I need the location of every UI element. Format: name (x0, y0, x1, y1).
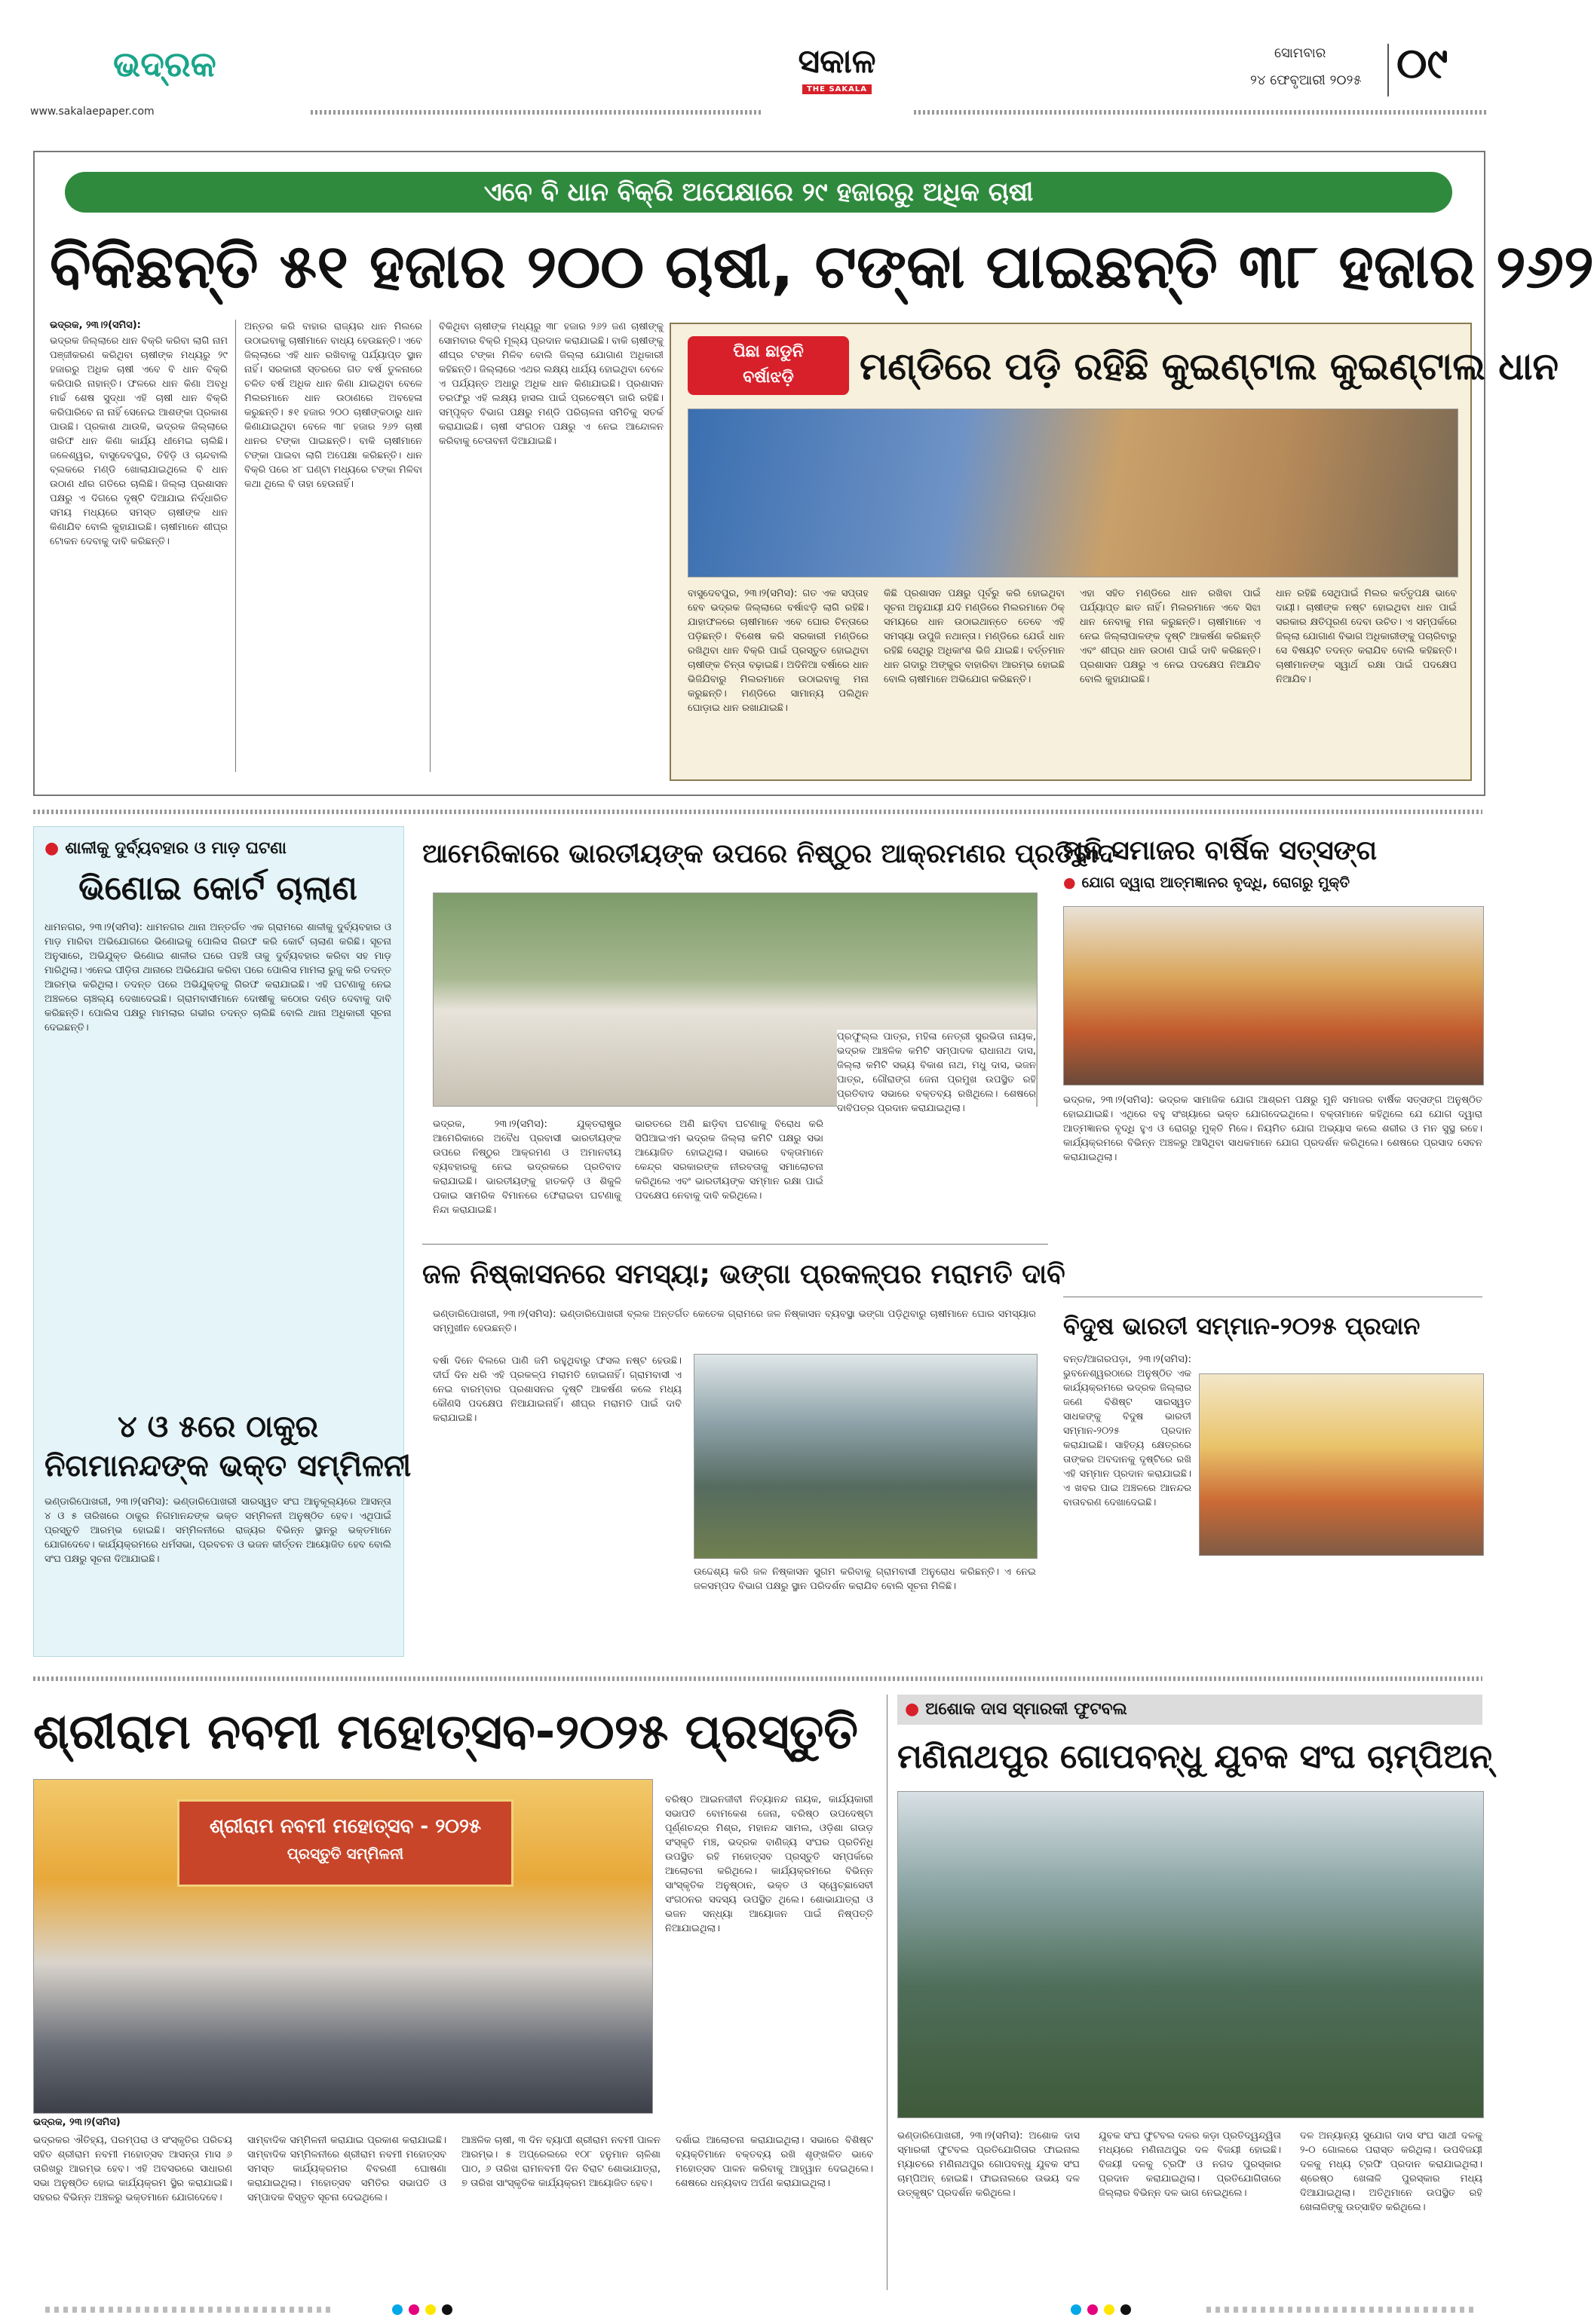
top-story-text-3: ବିକିଥିବା ଚାଷୀଙ୍କ ମଧ୍ୟରୁ ୩୮ ହଜାର ୨୬୨ ଜଣ ଚାଷୀଙ୍କୁ ସୋମବାର ବିକ୍ରି ମୂଲ୍ୟ ପ୍ରଦାନ କରାଯାଇଛି। ବାକି ଚାଷୀଙ୍କୁ ଶୀଘ୍ର ଟଙ୍କା ମିଳିବ ବୋଲି ଜିଲ୍ଲା ଯୋଗାଣ ଅଧିକାରୀ କହିଛନ୍ତି। ଜିଲ୍ଲାରେ ଏଥର ଲକ୍ଷ୍ୟ ଧାର୍ଯ୍ୟ ହୋଇଥିବା ବେଳେ ଏ ପର୍ଯ୍ୟନ୍ତ ଅଧାରୁ ଅଧିକ ଧାନ କିଣାଯାଇଛି। ପ୍ରଶାସନ ତରଫରୁ ଏହି ଲକ୍ଷ୍ୟ ହାସଲ ପାଇଁ ପ୍ରଚେଷ୍ଟା ଜାରି ରହିଛି। ସମ୍ପୃକ୍ତ ବିଭାଗ ପକ୍ଷରୁ ମଣ୍ଡି ପରିଚାଳନା ସମିତିକୁ ସତର୍କ କରାଯାଇଛି। ଚାଷୀ ସଂଗଠନ ପକ୍ଷରୁ ଏ ନେଇ ଆନ୍ଦୋଳନ କରିବାକୁ ଚେତାବନୀ ଦିଆଯାଇଛି। (439, 321, 664, 447)
football-text-3: ଦଳ ଅନ୍ୟାନ୍ୟ ସୁଯୋଗ ଦାସ ସଂଘ ସାଥୀ ଦଳକୁ ୨-୦ ଗୋଲରେ ପରାସ୍ତ କରିଥିଲା। ଉପବିଜୟୀ ଦଳକୁ ମଧ୍ୟ ଟ୍ରଫି ପ୍ରଦାନ କରାଯାଇଥିଲା। ଶ୍ରେଷ୍ଠ ଖେଳାଳି ପୁରସ୍କାର ମଧ୍ୟ ଦିଆଯାଇଥିଲା। ଅତିଥିମାନେ ଉପସ୍ଥିତ ରହି ଖେଳାଳିଙ୍କୁ ଉତ୍ସାହିତ କରିଥିଲେ। (1300, 2130, 1482, 2213)
ramnavami-text-1: ଭଦ୍ରକର ଐତିହ୍ୟ, ପରମ୍ପରା ଓ ସଂସ୍କୃତିର ପରିଚୟ ସହିତ ଶ୍ରୀରାମ ନବମୀ ମହୋତ୍ସବ ଆସନ୍ତା ମାସ ୬ ତାରିଖରୁ ଆରମ୍ଭ ହେବ। ଏହି ଅବସରରେ ସାଧାରଣ ସଭା ଅନୁଷ୍ଠିତ ହୋଇ କାର୍ଯ୍ୟକ୍ରମ ସ୍ଥିର କରାଯାଇଛି। ସହରର ବିଭିନ୍ନ ଅଞ୍ଚଳରୁ ଭକ୍ତମାନେ ଯୋଗଦେବେ। (33, 2135, 232, 2203)
top-story-kicker: ଏବେ ବି ଧାନ ବିକ୍ରି ଅପେକ୍ଷାରେ ୨୯ ହଜାରରୁ ଅଧିକ ଚାଷୀ (483, 177, 1034, 207)
cmyk-dots-left (392, 2304, 498, 2316)
thakur-headline-line-1: ୪ ଓ ୫ରେ ଠାକୁର (118, 1410, 318, 1444)
bidusha-story-headline: ବିଦୁଷ ଭାରତୀ ସମ୍ମାନ-୨୦୨୫ ପ୍ରଦାନ (1063, 1312, 1421, 1340)
football-photo (897, 1791, 1484, 2118)
ramnavami-text-right: ବରିଷ୍ଠ ଆଇନଜୀବୀ ନିତ୍ୟାନନ୍ଦ ନାୟକ, କାର୍ଯ୍ୟକାରୀ ସଭାପତି ବୋମକେଶ ଜେନା, ବରିଷ୍ଠ ଉପଦେଷ୍ଟା ପୂର୍ଣ୍ଣଚନ୍ଦ୍ର ମିଶ୍ର, ମହାନନ୍ଦ ସାମଲ, ଓଡ଼ିଶା ଗଉଡ଼ ସଂସ୍କୃତି ମଞ୍ଚ, ଭଦ୍ରକ ବାଣିଜ୍ୟ ସଂଘର ପ୍ରତିନିଧି ଉପସ୍ଥିତ ରହି ମହୋତ୍ସବ ପ୍ରସ୍ତୁତି ସମ୍ପର୍କରେ ଆଲୋଚନା କରିଥିଲେ। କାର୍ଯ୍ୟକ୍ରମରେ ବିଭିନ୍ନ ସାଂସ୍କୃତିକ ଅନୁଷ୍ଠାନ, ଭକ୍ତ ଓ ସ୍ୱେଚ୍ଛାସେବୀ ସଂଗଠନର ସଦସ୍ୟ ଉପସ୍ଥିତ ଥିଲେ। ଶୋଭାଯାତ୍ରା ଓ ଭଜନ ସନ୍ଧ୍ୟା ଆୟୋଜନ ପାଇଁ ନିଷ୍ପତ୍ତି ନିଆଯାଇଥିଲା। (665, 1794, 873, 1934)
water-story-headline: ଜଳ ନିଷ୍କାସନରେ ସମସ୍ୟା; ଭଙ୍ଗା ପ୍ରକଳ୍ପର ମରାମତି ଦାବି (422, 1259, 1065, 1290)
masthead-rule-left (311, 110, 762, 115)
school-story-body: ଧାମନଗର, ୨୩।୨(ସମିସ): ଧାମନଗର ଥାନା ଅନ୍ତର୍ଗତ ଏକ ଗ୍ରାମରେ ଶାଳୀକୁ ଦୁର୍ବ୍ୟବହାର ଓ ମାଡ଼ ମାରିବା ଅଭିଯୋଗରେ ଭିଣୋଇକୁ ପୋଲିସ ଗିରଫ କରି କୋର୍ଟ ଚାଲାଣ କରିଛି। ସୂଚନା ଅନୁସାରେ, ଅଭିଯୁକ୍ତ ଭିଣୋଇ ଶାଳୀର ଘରେ ପହଞ୍ଚି ତାକୁ ଦୁର୍ବ୍ୟବହାର କରିବା ସହ ମାଡ଼ ମାରିଥିଲା। ଏନେଇ ପୀଡ଼ିତା ଥାନାରେ ଅଭିଯୋଗ କରିବା ପରେ ପୋଲିସ ମାମଲା ରୁଜୁ କରି ତଦନ୍ତ ଆରମ୍ଭ କରିଥିଲା। ତଦନ୍ତ ପରେ ଅଭିଯୁକ୍ତକୁ ଗିରଫ କରାଯାଇଛି। ଏହି ଘଟଣାକୁ ନେଇ ଅଞ୍ଚଳରେ ଚାଞ୍ଚଲ୍ୟ ଦେଖାଦେଇଛି। ଗ୍ରାମବାସୀମାନେ ଦୋଷୀକୁ କଠୋର ଦଣ୍ଡ ଦେବାକୁ ଦାବି କରିଛନ୍ତି। ପୋଲିସ ପକ୍ଷରୁ ମାମଲାର ଗଭୀର ତଦନ୍ତ ଚାଲିଛି ବୋଲି ଥାନା ଅଧିକାରୀ ସୂଚନା ଦେଇଛନ୍ତି। (44, 922, 391, 1033)
top-story-box (33, 151, 1594, 796)
paper-logo (762, 44, 912, 94)
america-story-text-1: ଭଦ୍ରକ, ୨୩।୨(ସମିସ): ଯୁକ୍ତରାଷ୍ଟ୍ର ଆମେରିକାରେ ଅବୈଧ ପ୍ରବାସୀ ଭାରତୀୟଙ୍କ ଉପରେ ନିଷ୍ଠୁର ଆକ୍ରମଣ ଓ ଅମାନବୀୟ ବ୍ୟବହାରକୁ ନେଇ ଭଦ୍ରକରେ ପ୍ରତିବାଦ କରାଯାଇଛି। ଭାରତୀୟଙ୍କୁ ହାତକଡ଼ି ଓ ଶିକୁଳି ପକାଇ ସାମରିକ ବିମାନରେ ଫେରାଇବା ଘଟଣାକୁ ନିନ୍ଦା କରାଯାଇଛି। (433, 1119, 621, 1216)
sub-story-tag-line-1: ପିଛା ଛାଡୁନି (733, 342, 804, 361)
page-number: ୦୯ (1396, 39, 1448, 88)
water-story-intro: ଭଣ୍ଡାରିପୋଖରୀ, ୨୩।୨(ସମିସ): ଭଣ୍ଡାରିପୋଖରୀ ବ୍ଲକ ଅନ୍ତର୍ଗତ କେତେକ ଗ୍ରାମରେ ଜଳ ନିଷ୍କାସନ ବ୍ୟବସ୍ଥା ଭଙ୍ଗା ପଡ଼ିଥିବାରୁ ଚାଷୀମାନେ ଘୋର ସମସ୍ୟାର ସମ୍ମୁଖୀନ ହେଉଛନ୍ତି। (433, 1309, 1036, 1334)
water-story-text-2: ଉଦ୍ଦେଶ୍ୟ କରି ଜଳ ନିଷ୍କାସନ ସୁଗମ କରିବାକୁ ଗ୍ରାମବାସୀ ଅନୁରୋଧ କରିଛନ୍ତି। ଏ ନେଇ ଜଳସମ୍ପଦ ବିଭାଗ ପକ୍ଷରୁ ସ୍ଥାନ ପରିଦର୍ଶନ କରାଯିବ ବୋଲି ସୂଚନା ମିଳିଛି। (694, 1566, 1036, 1592)
sub-story-text-2: କିଛି ପ୍ରଶାସନ ପକ୍ଷରୁ ପୂର୍ବରୁ କରି ହୋଇଥିବା ସୂଚନା ଅନୁଯାୟୀ ଯଦି ମଣ୍ଡିରେ ମିଲରମାନେ ଠିକ୍ ସମୟରେ ଧାନ ଉଠାଇଥାନ୍ତେ ତେବେ ଏହି ସମସ୍ୟା ଉପୁଜି ନଥାନ୍ତା। ମଣ୍ଡିରେ ଯେଉଁ ଧାନ ରହିଛି ସେଥିରୁ ଅଧିକାଂଶ ଭିଜି ଯାଇଛି। ବର୍ତ୍ତମାନ ଧାନ ଗଦାରୁ ଅଙ୍କୁର ବାହାରିବା ଆରମ୍ଭ ହୋଇଛି ବୋଲି ଚାଷୀମାନେ ଅଭିଯୋଗ କରିଛନ୍ତି। (884, 588, 1065, 685)
bidusha-story (1063, 1307, 1482, 1661)
america-story (422, 832, 1116, 1239)
ramnavami-headline: ଶ୍ରୀରାମ ନବମୀ ମହୋତ୍ସବ-୨୦୨୫ ପ୍ରସ୍ତୁତି (33, 1704, 859, 1760)
muni-story-photo (1063, 906, 1484, 1085)
ramnavami-text-4: ଦର୍ଶାଇ ଆଲୋଚନା କରାଯାଇଥିଲା। ସଭାରେ ବିଶିଷ୍ଟ ବ୍ୟକ୍ତିମାନେ ବକ୍ତବ୍ୟ ରଖି ଶୃଙ୍ଖଳିତ ଭାବେ ମହୋତ୍ସବ ପାଳନ କରିବାକୁ ଆହ୍ୱାନ ଦେଇଥିଲେ। ଶେଷରେ ଧନ୍ୟବାଦ ଅର୍ପଣ କରାଯାଇଥିଲା। (676, 2135, 873, 2189)
ramnavami-banner-line-1: ଶ୍ରୀରାମ ନବମୀ ମହୋତ୍ସବ - ୨୦୨୫ (209, 1815, 482, 1838)
football-kicker: ● ଅଶୋକ ଦାସ ସ୍ମାରକୀ ଫୁଟବଲ (905, 1695, 1127, 1725)
sub-story-photo (688, 409, 1458, 577)
ramnavami-photo-caption: ଭଦ୍ରକ, ୨୩।୨(ସମିସ) (33, 2117, 121, 2128)
football-text-2: ଯୁବକ ସଂଘ ଫୁଟବଲ ଦଳର କଡ଼ା ପ୍ରତିଦ୍ୱନ୍ଦ୍ୱିତା ମଧ୍ୟରେ ମଣିନାଥପୁର ଦଳ ବିଜୟୀ ହୋଇଛି। ବିଜୟୀ ଦଳକୁ ଟ୍ରଫି ଓ ନଗଦ ପୁରସ୍କାର ପ୍ରଦାନ କରାଯାଇଥିଲା। ପ୍ରତିଯୋଗିତାରେ ଜିଲ୍ଲାର ବିଭିନ୍ନ ଦଳ ଭାଗ ନେଇଥିଲେ। (1099, 2130, 1281, 2199)
top-story-dateline: ଭଦ୍ରକ, ୨୩।୨(ସମିସ): (50, 320, 141, 331)
america-story-text-2: ଭାରତରେ ଅଣି ଛାଡ଼ିବା ଘଟଣାକୁ ବିରୋଧ କରି ସିପିଆଇଏମ ଭଦ୍ରକ ଜିଲ୍ଲା କମିଟି ପକ୍ଷରୁ ସଭା ଆୟୋଜିତ ହୋଇଥିଲା। ସଭାରେ ବକ୍ତାମାନେ କେନ୍ଦ୍ର ସରକାରଙ୍କ ନୀରବତାକୁ ସମାଲୋଚନା କରିଥିଲେ ଏବଂ ଭାରତୀୟଙ୍କ ସମ୍ମାନ ରକ୍ଷା ପାଇଁ ପଦକ୍ଷେପ ନେବାକୁ ଦାବି କରିଥିଲେ। (635, 1119, 823, 1202)
football-kicker-bar (897, 1695, 1482, 1725)
ramnavami-banner (177, 1799, 513, 1887)
sub-story-tag (688, 336, 849, 395)
sub-story-text-4: ଧାନ ରହିଛି ସେଥିପାଇଁ ମିଲର କର୍ତ୍ତୃପକ୍ଷ ଭାବେ ଦାୟୀ। ଚାଷୀଙ୍କ ନଷ୍ଟ ହୋଇଥିବା ଧାନ ପାଇଁ ସରକାର କ୍ଷତିପୂରଣ ଦେବା ଉଚିତ। ଏ ସମ୍ପର୍କରେ ଜିଲ୍ଲା ଯୋଗାଣ ବିଭାଗ ଅଧିକାରୀଙ୍କୁ ପଚାରିବାରୁ ସେ ବିଷୟଟି ତଦନ୍ତ କରାଯିବ ବୋଲି କହିଛନ୍ତି। ଚାଷୀମାନଙ୍କ ସ୍ୱାର୍ଥ ରକ୍ଷା ପାଇଁ ପଦକ୍ଷେପ ନିଆଯିବ। (1276, 588, 1457, 685)
thakur-headline-line-2: ନିଗମାନନ୍ଦଙ୍କ ଭକ୍ତ ସମ୍ମିଳନୀ (44, 1449, 412, 1484)
muni-story-headline: ମୁନି ସମାଜର ବାର୍ଷିକ ସତ୍ସଙ୍ଗ (1063, 835, 1378, 866)
top-story-text-2: ଅନ୍ତର କରି ବାହାର ରାଜ୍ୟର ଧାନ ମିଲରେ ଉଠାଇବାକୁ ଚାଷୀମାନେ ବାଧ୍ୟ ହେଉଛନ୍ତି। ଏବେ ଜିଲ୍ଲାରେ ଏହି ଧାନ ରଖିବାକୁ ପର୍ଯ୍ୟାପ୍ତ ସ୍ଥାନ ନାହିଁ। ସରକାରୀ ସ୍ତରରେ ଗତ ବର୍ଷ ତୁଳନାରେ ଚଳିତ ବର୍ଷ ଅଧିକ ଧାନ କିଣା ଯାଇଥିବା ବେଳେ ମିଲରମାନେ ଧାନ ଉଠାଣରେ ଅବହେଳା କରୁଛନ୍ତି। ୫୧ ହଜାର ୨୦୦ ଚାଷୀଙ୍କଠାରୁ ଧାନ କିଣାଯାଇଥିବା ବେଳେ ୩୮ ହଜାର ୨୬୨ ଚାଷୀ ଧାନର ଟଙ୍କା ପାଇଛନ୍ତି। ବାକି ଚାଷୀମାନେ ଟଙ୍କା ପାଇବା ଲାଗି ଅପେକ୍ଷା କରିଛନ୍ତି। ଧାନ ବିକ୍ରି ପରେ ୪୮ ଘଣ୍ଟା ମଧ୍ୟରେ ଟଙ୍କା ମିଳିବା କଥା ଥିଲେ ବି ତାହା ହେଉନାହିଁ। (244, 321, 422, 490)
cmyk-dots-right (1071, 2304, 1176, 2316)
masthead-rule-right (914, 110, 1487, 115)
muni-story-body: ଭଦ୍ରକ, ୨୩।୨(ସମିସ): ଭଦ୍ରକ ସାମାଜିକ ଯୋଗ ଆଶ୍ରମ ପକ୍ଷରୁ ମୁନି ସମାଜର ବାର୍ଷିକ ସତ୍ସଙ୍ଗ ଅନୁଷ୍ଠିତ ହୋଇଯାଇଛି। ଏଥିରେ ବହୁ ସଂଖ୍ୟାରେ ଭକ୍ତ ଯୋଗଦେଇଥିଲେ। ବକ୍ତାମାନେ କହିଥିଲେ ଯେ ଯୋଗ ଦ୍ୱାରା ଆତ୍ମଜ୍ଞାନର ବୃଦ୍ଧି ହୁଏ ଓ ରୋଗରୁ ମୁକ୍ତି ମିଳେ। ନିୟମିତ ଯୋଗ ଅଭ୍ୟାସ କଲେ ଶରୀର ଓ ମନ ସୁସ୍ଥ ରହେ। କାର୍ଯ୍ୟକ୍ରମରେ ବିଭିନ୍ନ ଅଞ୍ଚଳରୁ ଆସିଥିବା ସାଧକମାନେ ଯୋଗ ପ୍ରଦର୍ଶନ କରିଥିଲେ। ଶେଷରେ ପ୍ରସାଦ ସେବନ କରାଯାଇଥିଲା। (1063, 1095, 1482, 1163)
footer-registration-marks (0, 2299, 1514, 2320)
masthead-day: ସୋମବାର (1274, 45, 1326, 61)
football-text-1: ଭଣ୍ଡାରିପୋଖରୀ, ୨୩।୨(ସମିସ): ଅଶୋକ ଦାସ ସ୍ମାରକୀ ଫୁଟବଲ ପ୍ରତିଯୋଗିତାର ଫାଇନାଲ ମ୍ୟାଚରେ ମଣିନାଥପୁର ଗୋପବନ୍ଧୁ ଯୁବକ ସଂଘ ଚାମ୍ପିଅନ୍ ହୋଇଛି। ଫାଇନାଲରେ ଉଭୟ ଦଳ ଉତ୍କୃଷ୍ଟ ପ୍ରଦର୍ଶନ କରିଥିଲେ। (897, 2130, 1080, 2199)
school-story-kicker (44, 839, 287, 858)
top-story-headline: ବିକିଛନ୍ତି ୫୧ ହଜାର ୨୦୦ ଚାଷୀ, ଟଙ୍କା ପାଇଛନ୍ତି ୩୮ ହଜାର ୨୬୨ (50, 231, 1594, 302)
school-story-kicker-text: ● ଶାଳୀକୁ ଦୁର୍ବ୍ୟବହାର ଓ ମାଡ଼ ଘଟଣା (44, 839, 287, 858)
muni-story (1063, 832, 1482, 1284)
top-story-text-1: ଭଦ୍ରକ ଜିଲ୍ଲାରେ ଧାନ ବିକ୍ରି କରିବା ଲାଗି ନାମ ପଞ୍ଜୀକରଣ କରିଥିବା ଚାଷୀଙ୍କ ମଧ୍ୟରୁ ୨୯ ହଜାରରୁ ଅଧିକ ଚାଷୀ ଏବେ ବି ଧାନ ବିକ୍ରି କରିପାରି ନାହାନ୍ତି। ଫଳରେ ଧାନ କିଣା ଅବଧି ମାର୍ଚ୍ଚ ଶେଷ ସୁଦ୍ଧା ଏହି ଚାଷୀ ଧାନ ବିକ୍ରି କରିପାରିବେ ନା ନାହିଁ ସେନେଇ ଆଶଙ୍କା ପ୍ରକାଶ ପାଉଛି। ପ୍ରକାଶ ଥାଉକି, ଭଦ୍ରକ ଜିଲ୍ଲାରେ ଖରିଫ ଧାନ କିଣା କାର୍ଯ୍ୟ ଧୀମେଇ ଚାଲିଛି। ଜଳେଶ୍ୱର, ବାସୁଦେବପୁର, ତିହିଡ଼ି ଓ ଚାନ୍ଦବାଲି ବ୍ଲକରେ ମଣ୍ଡି ଖୋଲାଯାଇଥିଲେ ବି ଧାନ ଉଠାଣ ଧୀର ଗତିରେ ଚାଲିଛି। ଜିଲ୍ଲା ପ୍ରଶାସନ ପକ୍ଷରୁ ଏ ଦିଗରେ ଦୃଷ୍ଟି ଦିଆଯାଇ ନିର୍ଦ୍ଧାରିତ ସମୟ ମଧ୍ୟରେ ସମସ୍ତ ଚାଷୀଙ୍କ ଧାନ କିଣାଯିବ ବୋଲି କୁହାଯାଇଛି। ଚାଷୀମାନେ ଶୀଘ୍ର ଟୋକନ ଦେବାକୁ ଦାବି କରିଛନ୍ତି। (50, 335, 228, 547)
section-rule-1 (33, 810, 1482, 814)
section-name: ଭଦ୍ରକ (113, 44, 216, 84)
ramnavami-text-2: ସାମ୍ବାଦିକ ସମ୍ମିଳନୀ କରାଯାଇ ପ୍ରକାଶ କରାଯାଇଛି। ସାମ୍ବାଦିକ ସମ୍ମିଳନୀରେ ଶ୍ରୀରାମ ନବମୀ ମହୋତ୍ସବ ସମସ୍ତ କାର୍ଯ୍ୟକ୍ରମର ବିବରଣୀ ଘୋଷଣା କରାଯାଇଥିଲା। ମହୋତ୍ସବ ସମିତିର ସଭାପତି ଓ ସମ୍ପାଦକ ବିସ୍ତୃତ ସୂଚନା ଦେଇଥିଲେ। (247, 2135, 446, 2203)
thakur-story-body: ଭଣ୍ଡାରିପୋଖରୀ, ୨୩।୨(ସମିସ): ଭଣ୍ଡାରିପୋଖରୀ ସାରସ୍ୱତ ସଂଘ ଆନୁକୂଲ୍ୟରେ ଆସନ୍ତା ୪ ଓ ୫ ତାରିଖରେ ଠାକୁର ନିଗମାନନ୍ଦଙ୍କ ଭକ୍ତ ସମ୍ମିଳନୀ ଅନୁଷ୍ଠିତ ହେବ। ଏଥିପାଇଁ ପ୍ରସ୍ତୁତି ଆରମ୍ଭ ହୋଇଛି। ସମ୍ମିଳନୀରେ ରାଜ୍ୟର ବିଭିନ୍ନ ସ୍ଥାନରୁ ଭକ୍ତମାନେ ଯୋଗଦେବେ। କାର୍ଯ୍ୟକ୍ରମରେ ଧର୍ମସଭା, ପ୍ରବଚନ ଓ ଭଜନ କୀର୍ତ୍ତନ ଆୟୋଜିତ ହେବ ବୋଲି ସଂଘ ପକ୍ଷରୁ ସୂଚନା ଦିଆଯାଇଛି। (44, 1496, 391, 1565)
sub-story-text-3: ଏହା ସହିତ ମଣ୍ଡିରେ ଧାନ ରଖିବା ପାଇଁ ପର୍ଯ୍ୟାପ୍ତ ଛାତ ନାହିଁ। ମିଲରମାନେ ଏବେ ସିଝା ଧାନ ନେବାକୁ ମନା କରୁଛନ୍ତି। ଚାଷୀମାନେ ଏ ନେଇ ଜିଲ୍ଲାପାଳଙ୍କ ଦୃଷ୍ଟି ଆକର୍ଷଣ କରିଛନ୍ତି ଏବଂ ଶୀଘ୍ର ଧାନ ଉଠାଣ ପାଇଁ ଦାବି କରିଛନ୍ତି। ପ୍ରଶାସନ ପକ୍ଷରୁ ଏ ନେଇ ପଦକ୍ଷେପ ନିଆଯିବ ବୋଲି କୁହାଯାଇଛି। (1080, 588, 1261, 685)
website-url[interactable]: www.sakalaepaper.com (30, 106, 155, 118)
water-story (422, 1253, 1065, 1660)
sub-story-box (670, 323, 1559, 781)
left-sidebar (33, 826, 412, 1657)
sub-story-text-1: ବାସୁଦେବପୁର, ୨୩।୨(ସମିସ): ଗତ ଏକ ସପ୍ତାହ ହେବ ଭଦ୍ରକ ଜିଲ୍ଲାରେ ବର୍ଷାଝଡ଼ି ଲାଗି ରହିଛି। ଯାହାଫଳରେ ଚାଷୀମାନେ ଏବେ ଘୋର ଚିନ୍ତାରେ ପଡ଼ିଛନ୍ତି। ବିଶେଷ କରି ସରକାରୀ ମଣ୍ଡିରେ ରଖିଥିବା ଧାନ ବିକ୍ରି ପାଇଁ ପ୍ରସ୍ତୁତ ହୋଇଥିବା ଚାଷୀଙ୍କ ଚିନ୍ତା ବଢ଼ାଇଛି। ଅଦିନିଆ ବର୍ଷାରେ ଧାନ ଭିଜିଯିବାରୁ ମିଲରମାନେ ଉଠାଇବାକୁ ମନା କରୁଛନ୍ତି। ମଣ୍ଡିରେ ସାମାନ୍ୟ ପଲିଥିନ ଘୋଡ଼ାଇ ଧାନ ରଖାଯାଇଛି। (688, 588, 869, 714)
sub-story-tag-line-2: ବର୍ଷାଝଡ଼ି (743, 368, 794, 387)
top-story-divider-2 (430, 320, 431, 772)
masthead-date: ୨୪ ଫେବୃଆରୀ ୨୦୨୫ (1250, 72, 1362, 88)
school-story-headline: ଭିଣୋଇ କୋର୍ଟ ଚାଲାଣ (78, 869, 357, 908)
masthead-divider (1387, 44, 1389, 96)
water-story-photo (694, 1354, 1038, 1559)
america-story-headline: ଆମେରିକାରେ ଭାରତୀୟଙ୍କ ଉପରେ ନିଷ୍ଠୁର ଆକ୍ରମଣର ପ୍ରତିବାଦ (422, 839, 1116, 869)
muni-story-kicker (1063, 874, 1482, 891)
bidusha-story-photo (1199, 1373, 1484, 1556)
muni-story-kicker-text: ● ଯୋଗ ଦ୍ୱାରା ଆତ୍ମଜ୍ଞାନର ବୃଦ୍ଧି, ରୋଗରୁ ମୁକ୍ତି (1063, 874, 1350, 891)
top-story-divider-1 (235, 320, 236, 772)
top-story-kicker-banner (65, 172, 1452, 213)
ramnavami-text-3: ଆଞ୍ଚଳିକ ଚାଷୀ, ୩ ଦିନ ବ୍ୟାପୀ ଶ୍ରୀରାମ ନବମୀ ପାଳନ ଆରମ୍ଭ। ୫ ଅପ୍ରେଲରେ ୧୦୮ ହନୁମାନ ଚାଳିଶା ପାଠ, ୬ ତାରିଖ ରାମନବମୀ ଦିନ ବିରାଟ ଶୋଭାଯାତ୍ରା, ୭ ତାରିଖ ସାଂସ୍କୃତିକ କାର୍ଯ୍ୟକ୍ରମ ଆୟୋଜିତ ହେବ। (461, 2135, 661, 2189)
ramnavami-banner-line-2: ପ୍ରସ୍ତୁତି ସମ୍ମିଳନୀ (287, 1845, 404, 1863)
paper-name: ସକାଳ (798, 42, 876, 81)
section-rule-2 (33, 1676, 1482, 1681)
ramnavami-story (33, 1695, 876, 2290)
sub-story-headline: ମଣ୍ଡିରେ ପଡ଼ି ରହିଛି କୁଇଣ୍ଟାଲ କୁଇଣ୍ଟାଲ ଧାନ (860, 344, 1559, 388)
ramnavami-photo (33, 1779, 653, 2114)
registration-bar-left (45, 2307, 332, 2313)
center-rule (422, 1244, 1048, 1245)
bidusha-story-body: ବନ୍ତ/ଆଗରପଡ଼ା, ୨୩।୨(ସମିସ): ଭୁବନେଶ୍ୱରଠାରେ ଅନୁଷ୍ଠିତ ଏକ କାର୍ଯ୍ୟକ୍ରମରେ ଭଦ୍ରକ ଜିଲ୍ଲାର ଜଣେ ବିଶିଷ୍ଟ ସାରସ୍ୱତ ସାଧକଙ୍କୁ ବିଦୁଷ ଭାରତୀ ସମ୍ମାନ-୨୦୨୫ ପ୍ରଦାନ କରାଯାଇଛି। ସାହିତ୍ୟ କ୍ଷେତ୍ରରେ ତାଙ୍କର ଅବଦାନକୁ ଦୃଷ୍ଟିରେ ରଖି ଏହି ସମ୍ମାନ ପ୍ରଦାନ କରାଯାଇଛି। ଏ ଖବର ପାଇ ଅଞ୍ଚଳରେ ଆନନ୍ଦର ବାତାବରଣ ଦେଖାଦେଇଛି। (1063, 1354, 1191, 1508)
america-story-text-3: ପ୍ରଫୁଲ୍ଲ ପାତ୍ର, ମହିଳା ନେତ୍ରୀ ସୁରଭିତା ନାୟକ, ଭଦ୍ରକ ଆଞ୍ଚଳିକ କମିଟି ସମ୍ପାଦକ ରାଧାନାଥ ଦାସ, ଜିଲ୍ଲା କମିଟି ସଭ୍ୟ ବିକାଶ ନାଥ, ମଧୁ ଦାସ, ଭଜନ ପାତ୍ର, ଗୌରାଙ୍ଗ ଜେନା ପ୍ରମୁଖ ଉପସ୍ଥିତ ରହି ପ୍ରତିବାଦ ସଭାରେ ବକ୍ତବ୍ୟ ରଖିଥିଲେ। ଶେଷରେ ଦାବିପତ୍ର ପ୍ରଦାନ କରାଯାଇଥିଲା। (837, 1030, 1036, 1230)
water-story-text-1: ବର୍ଷା ଦିନେ ବିଲରେ ପାଣି ଜମି ରହୁଥିବାରୁ ଫସଲ ନଷ୍ଟ ହେଉଛି। ଦୀର୍ଘ ଦିନ ଧରି ଏହି ପ୍ରକଳ୍ପ ମରାମତି ହୋଇନାହିଁ। ଗ୍ରାମବାସୀ ଏ ନେଇ ବାରମ୍ବାର ପ୍ରଶାସନର ଦୃଷ୍ଟି ଆକର୍ଷଣ କଲେ ମଧ୍ୟ କୌଣସି ପଦକ୍ଷେପ ନିଆଯାଇନାହିଁ। ଶୀଘ୍ର ମରାମତି ପାଇଁ ଦାବି କରାଯାଇଛି। (433, 1355, 682, 1424)
registration-bar-right (1206, 2307, 1478, 2313)
masthead (0, 0, 1514, 143)
football-story (897, 1695, 1492, 2290)
paper-tagline: THE SAKALA (802, 84, 872, 94)
top-story-column-1 (50, 320, 228, 779)
football-headline: ମଣିନାଥପୁର ଗୋପବନ୍ଧୁ ଯୁବକ ସଂଘ ଚାମ୍ପିଅନ୍ (897, 1738, 1492, 1776)
